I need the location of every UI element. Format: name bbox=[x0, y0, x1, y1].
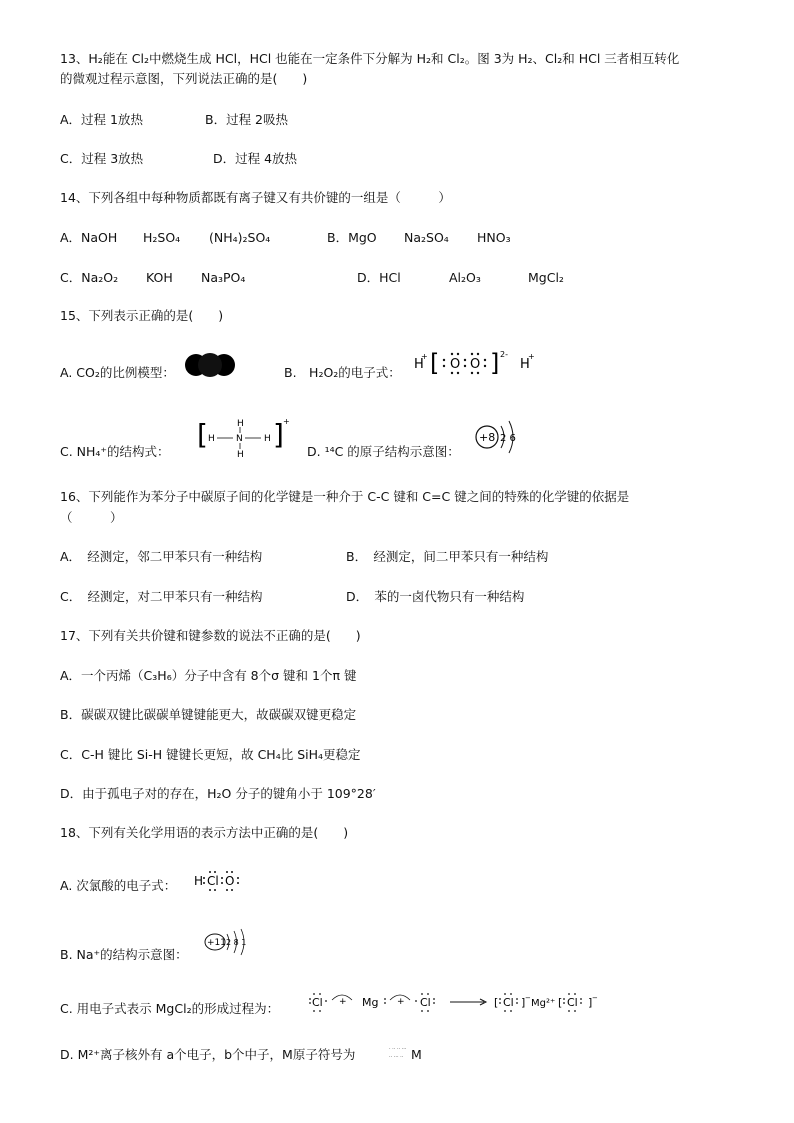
svg-text:· ·· ·· ···: · ·· ·· ··· bbox=[389, 1046, 407, 1052]
q14-b-item2: Na₂SO₄ bbox=[404, 230, 449, 245]
q14-a-item3: (NH₄)₂SO₄ bbox=[209, 230, 271, 245]
q16-option-d: D． 苯的一卤代物只有一种结构 bbox=[346, 589, 525, 604]
svg-text:]: ] bbox=[273, 418, 284, 451]
svg-text:[: [ bbox=[197, 418, 208, 451]
q18-option-d: D. M²⁺离子核外有 a个电子，b个中子，M原子符号为 bbox=[60, 1047, 356, 1062]
hclo-electron-formula bbox=[192, 870, 252, 894]
q16-option-a: A． 经测定，邻二甲苯只有一种结构 bbox=[60, 549, 263, 564]
mgcl2-mg: Mg bbox=[362, 996, 379, 1009]
mgcl2-cl-right: Cl bbox=[420, 996, 431, 1009]
svg-text:H: H bbox=[237, 450, 244, 460]
mgcl2-cl-left: Cl bbox=[312, 996, 323, 1009]
h2o2-bracket-open: [ bbox=[430, 349, 440, 377]
q14-c-item2: KOH bbox=[146, 270, 173, 285]
q14-a-item2: H₂SO₄ bbox=[143, 230, 181, 245]
svg-text:+: + bbox=[397, 997, 405, 1007]
q14-c-item3: Na₃PO₄ bbox=[201, 270, 246, 285]
q16-option-b: B． 经测定，间二甲苯只有一种结构 bbox=[346, 549, 549, 564]
q15-stem: 15、下列表示正确的是( ) bbox=[60, 308, 224, 323]
svg-text:]: ] bbox=[588, 996, 593, 1009]
hclo-cl: Cl bbox=[207, 874, 219, 888]
svg-text:−: − bbox=[592, 994, 598, 1002]
q15-option-d: D. ¹⁴C 的原子结构示意图： bbox=[307, 444, 460, 459]
q13-option-a: A．过程 1放热 bbox=[60, 112, 143, 127]
h2o2-charge: 2- bbox=[500, 350, 508, 359]
mgcl2-product-cl1: Cl bbox=[503, 996, 514, 1009]
q18-option-b: B. Na⁺的结构示意图： bbox=[60, 947, 188, 962]
q14-b-item3: HNO₃ bbox=[477, 230, 511, 245]
q15-option-a: A. CO₂的比例模型： bbox=[60, 365, 175, 380]
c14-shells: 2 6 bbox=[500, 433, 516, 444]
q18-option-c: C. 用电子式表示 MgCl₂的形成过程为： bbox=[60, 1001, 280, 1016]
svg-text:[: [ bbox=[494, 996, 499, 1009]
q13-option-d: D．过程 4放热 bbox=[213, 151, 298, 166]
q14-option-a: A．NaOH bbox=[60, 230, 118, 245]
q16-option-c: C． 经测定，对二甲苯只有一种结构 bbox=[60, 589, 263, 604]
h2o2-o2: O bbox=[470, 357, 481, 372]
svg-text:·· ··· ··: ·· ··· ·· bbox=[389, 1054, 404, 1060]
q14-option-c: C．Na₂O₂ bbox=[60, 270, 119, 285]
atomic-symbol-notation bbox=[389, 1042, 425, 1064]
h2o2-h-right: H bbox=[520, 357, 530, 372]
q15-option-c: C. NH₄⁺的结构式： bbox=[60, 444, 170, 459]
nh4-charge: + bbox=[283, 417, 290, 426]
q17-option-a: A．一个丙烯（C₃H₆）分子中含有 8个σ 键和 1个π 键 bbox=[60, 668, 357, 683]
q14-option-d: D．HCl bbox=[357, 270, 401, 285]
svg-text:H: H bbox=[237, 419, 244, 429]
hclo-o: O bbox=[225, 874, 235, 888]
q17-option-c: C．C-H 键比 Si-H 键键长更短，故 CH₄比 SiH₄更稳定 bbox=[60, 747, 361, 762]
na-ion-structure-diagram bbox=[203, 928, 249, 956]
mgcl2-product-cl2: Cl bbox=[567, 996, 578, 1009]
c14-atomic-structure-diagram bbox=[474, 417, 522, 457]
nh4-n: N bbox=[236, 434, 243, 444]
h2o2-o1: O bbox=[450, 357, 461, 372]
q15-option-b: B. H₂O₂的电子式： bbox=[284, 365, 401, 380]
q18-option-a: A. 次氯酸的电子式： bbox=[60, 878, 177, 893]
svg-text:H: H bbox=[264, 434, 271, 444]
q14-d-item2: Al₂O₃ bbox=[449, 270, 481, 285]
q13-option-c: C．过程 3放热 bbox=[60, 151, 144, 166]
q14-stem: 14、下列各组中每种物质都既有离子键又有共价键的一组是（ ） bbox=[60, 190, 451, 205]
q17-option-b: B．碳碳双键比碳碳单键键能更大，故碳碳双键更稳定 bbox=[60, 707, 357, 722]
svg-text:+: + bbox=[421, 352, 428, 361]
co2-space-filling-model bbox=[184, 351, 236, 379]
svg-text:H: H bbox=[208, 434, 215, 444]
q18-stem: 18、下列有关化学用语的表示方法中正确的是( ) bbox=[60, 825, 349, 840]
q13-stem-line1: 13、H₂能在 Cl₂中燃烧生成 HCl，HCl 也能在一定条件下分解为 H₂和 Cl₂。图 3为 H₂、Cl₂和 HCl 三者相互转化 bbox=[60, 51, 680, 66]
atomic-symbol-m: M bbox=[411, 1047, 422, 1062]
hclo-h: H bbox=[194, 874, 204, 888]
mgcl2-product-mg: Mg²⁺ bbox=[531, 998, 556, 1009]
q16-stem-line2: （ ） bbox=[60, 510, 123, 525]
svg-text:]: ] bbox=[521, 996, 526, 1009]
svg-text:[: [ bbox=[558, 996, 563, 1009]
mgcl2-formation-process bbox=[302, 988, 622, 1018]
h2o2-electron-formula bbox=[412, 346, 542, 380]
na-shells: 2 8 1 bbox=[226, 938, 247, 947]
q14-d-item3: MgCl₂ bbox=[528, 270, 564, 285]
q17-stem: 17、下列有关共价键和键参数的说法不正确的是( ) bbox=[60, 628, 361, 643]
q14-option-b: B．MgO bbox=[327, 230, 377, 245]
q17-option-d: D．由于孤电子对的存在，H₂O 分子的键角小于 109°28′ bbox=[60, 786, 376, 801]
h2o2-bracket-close: ] bbox=[490, 349, 500, 377]
nh4-structural-formula bbox=[199, 418, 289, 458]
q16-stem-line1: 16、下列能作为苯分子中碳原子间的化学键是一种介于 C-C 键和 C=C 键之间的特殊的化学键的依据是 bbox=[60, 489, 630, 504]
h2o2-h-left: H bbox=[414, 357, 424, 372]
c14-nucleus: +8 bbox=[479, 431, 496, 444]
svg-text:−: − bbox=[525, 994, 531, 1002]
q13-option-b: B．过程 2吸热 bbox=[205, 112, 289, 127]
na-nucleus: +11 bbox=[207, 938, 226, 948]
svg-text:+: + bbox=[339, 997, 347, 1007]
q13-stem-line2: 的微观过程示意图，下列说法正确的是( ) bbox=[60, 71, 308, 86]
svg-text:+: + bbox=[528, 352, 535, 361]
